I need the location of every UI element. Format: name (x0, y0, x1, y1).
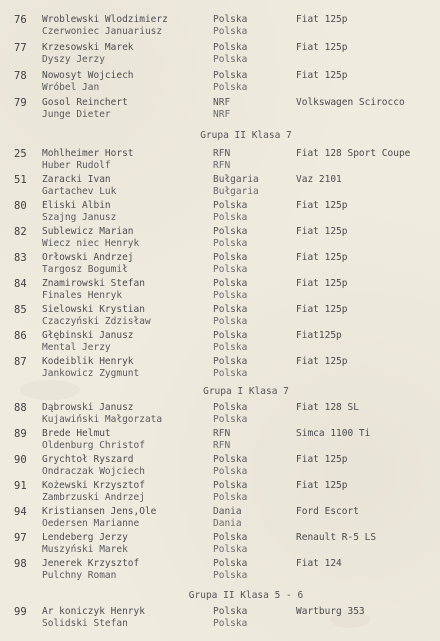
car-model: Ford Escort (296, 506, 359, 517)
driver-name: Wroblewski Wlodzimierz (42, 14, 168, 25)
co-driver-name: Oldenburg Christof (42, 440, 145, 451)
co-driver-nationality: Polska (213, 618, 248, 629)
co-driver-name: Finales Henryk (42, 290, 123, 301)
driver-name: Grychtoł Ryszard (42, 454, 134, 465)
co-driver-name: Wróbel Jan (42, 82, 100, 93)
driver-name: Głębinski Janusz (42, 330, 134, 341)
car-model: Fiat 125p (296, 226, 348, 237)
car-model: Volkswagen Scirocco (296, 97, 405, 108)
co-driver-name: Huber Rudolf (42, 160, 111, 171)
car-model: Renault R-5 LS (296, 532, 377, 543)
car-model: Fiat 125p (296, 70, 348, 81)
entry-row (0, 42, 440, 68)
co-driver-name: Muszyński Marek (42, 544, 128, 555)
entry-row (0, 14, 440, 40)
co-driver-name: Zambrzuski Andrzej (42, 492, 145, 503)
driver-nationality: Polska (213, 42, 248, 53)
entry-row (0, 148, 440, 174)
start-number: 98 (14, 558, 27, 570)
driver-name: Znamirowski Stefan (42, 278, 145, 289)
driver-nationality: Polska (213, 356, 248, 367)
co-driver-name: Jankowicz Zygmunt (42, 368, 140, 379)
driver-name: Zaracki Ivan (42, 174, 111, 185)
co-driver-nationality: Polska (213, 54, 248, 65)
start-number: 89 (14, 428, 27, 440)
entry-row (0, 480, 440, 506)
co-driver-nationality: Polska (213, 26, 248, 37)
entry-row (0, 428, 440, 454)
driver-nationality: Polska (213, 252, 248, 263)
group-heading (0, 130, 440, 142)
co-driver-name: Junge Dieter (42, 109, 111, 120)
driver-nationality: Polska (213, 226, 248, 237)
co-driver-nationality: Polska (213, 570, 248, 581)
entry-row (0, 304, 440, 330)
car-model: Fiat 125p (296, 278, 348, 289)
co-driver-name: Dyszy Jerzy (42, 54, 105, 65)
car-model: Fiat 125p (296, 480, 348, 491)
co-driver-nationality: Polska (213, 212, 248, 223)
start-number: 80 (14, 200, 27, 212)
group-heading (0, 590, 440, 602)
co-driver-nationality: Polska (213, 316, 248, 327)
driver-nationality: Polska (213, 14, 248, 25)
co-driver-nationality: Polska (213, 466, 248, 477)
co-driver-name: Targosz Bogumił (42, 264, 128, 275)
start-number: 87 (14, 356, 27, 368)
driver-nationality: Polska (213, 304, 248, 315)
start-number: 78 (14, 70, 27, 82)
car-model: Fiat 125p (296, 304, 348, 315)
entry-row (0, 174, 440, 200)
start-number: 90 (14, 454, 27, 466)
co-driver-nationality: Polska (213, 342, 248, 353)
start-number: 82 (14, 226, 27, 238)
start-number: 83 (14, 252, 27, 264)
start-number: 94 (14, 506, 27, 518)
co-driver-name: Czaczyński Zdzisław (42, 316, 151, 327)
entry-row (0, 506, 440, 532)
driver-name: Ar koniczyk Henryk (42, 606, 145, 617)
start-number: 88 (14, 402, 27, 414)
entry-row (0, 532, 440, 558)
car-model: Fiat 125p (296, 454, 348, 465)
group-heading-label: Grupa I Klasa 7 (203, 386, 289, 397)
car-model: Fiat 125p (296, 356, 348, 367)
start-number: 84 (14, 278, 27, 290)
co-driver-nationality: NRF (213, 109, 231, 120)
car-model: Vaz 2101 (296, 174, 342, 185)
driver-name: Kristiansen Jens,Ole (42, 506, 157, 517)
group-heading-label: Grupa II Klasa 5 - 6 (188, 590, 304, 601)
entry-row (0, 558, 440, 584)
driver-name: Kodeiblik Henryk (42, 356, 134, 367)
car-model: Fiat 124 (296, 558, 342, 569)
start-number: 25 (14, 148, 27, 160)
co-driver-nationality: Dania (213, 518, 242, 529)
driver-name: Sielowski Krystian (42, 304, 145, 315)
car-model: Fiat 125p (296, 252, 348, 263)
driver-nationality: NRF (213, 97, 231, 108)
driver-nationality: Polska (213, 480, 248, 491)
co-driver-nationality: Polska (213, 264, 248, 275)
entry-row (0, 200, 440, 226)
entry-row (0, 226, 440, 252)
car-model: Fiat 128 SL (296, 402, 359, 413)
co-driver-nationality: Polska (213, 414, 248, 425)
driver-nationality: RFN (213, 148, 231, 159)
co-driver-name: Mental Jerzy (42, 342, 111, 353)
entry-row (0, 606, 440, 632)
start-number: 86 (14, 330, 27, 342)
co-driver-nationality: Polska (213, 544, 248, 555)
co-driver-name: Czerwoniec Januariusz (42, 26, 163, 37)
driver-name: Gosol Reinchert (42, 97, 128, 108)
driver-nationality: Polska (213, 278, 248, 289)
entry-row (0, 278, 440, 304)
co-driver-nationality: Polska (213, 492, 248, 503)
car-model: Wartburg 353 (296, 606, 365, 617)
driver-nationality: Polska (213, 402, 248, 413)
start-number: 85 (14, 304, 27, 316)
co-driver-name: Oedersen Marianne (42, 518, 140, 529)
driver-name: Dąbrowski Janusz (42, 402, 134, 413)
entry-row (0, 356, 440, 382)
co-driver-name: Kujawiński Małgorzata (42, 414, 163, 425)
co-driver-nationality: Polska (213, 290, 248, 301)
start-number: 51 (14, 174, 27, 186)
start-number: 79 (14, 97, 27, 109)
entry-row (0, 70, 440, 96)
driver-nationality: RFN (213, 428, 231, 439)
entry-row (0, 252, 440, 278)
car-model: Simca 1100 Ti (296, 428, 371, 439)
driver-name: Krzesowski Marek (42, 42, 134, 53)
driver-name: Orłowski Andrzej (42, 252, 134, 263)
driver-name: Lendeberg Jerzy (42, 532, 128, 543)
driver-name: Nowosyt Wojciech (42, 70, 134, 81)
driver-name: Brede Helmut (42, 428, 111, 439)
driver-nationality: Bułgaria (213, 174, 259, 185)
driver-name: Eliski Albin (42, 200, 111, 211)
car-model: Fiat 125p (296, 42, 348, 53)
co-driver-nationality: Polska (213, 368, 248, 379)
entry-row (0, 454, 440, 480)
driver-nationality: Polska (213, 200, 248, 211)
co-driver-name: Wiecz niec Henryk (42, 238, 140, 249)
car-model: Fiat 128 Sport Coupe (296, 148, 411, 159)
co-driver-name: Gartachev Luk (42, 186, 117, 197)
driver-name: Sublewicz Marian (42, 226, 134, 237)
driver-nationality: Polska (213, 606, 248, 617)
car-model: Fiat125p (296, 330, 342, 341)
co-driver-nationality: Polska (213, 82, 248, 93)
co-driver-nationality: Polska (213, 238, 248, 249)
driver-nationality: Polska (213, 330, 248, 341)
co-driver-name: Szajng Janusz (42, 212, 117, 223)
car-model: Fiat 125p (296, 14, 348, 25)
co-driver-nationality: Bułgaria (213, 186, 259, 197)
co-driver-nationality: RFN (213, 160, 231, 171)
car-model: Fiat 125p (296, 200, 348, 211)
driver-nationality: Polska (213, 558, 248, 569)
start-number: 97 (14, 532, 27, 544)
start-number: 91 (14, 480, 27, 492)
driver-nationality: Polska (213, 70, 248, 81)
co-driver-name: Solidski Stefan (42, 618, 128, 629)
driver-name: Mohlheimer Horst (42, 148, 134, 159)
entry-row (0, 330, 440, 356)
driver-nationality: Dania (213, 506, 242, 517)
co-driver-name: Pulchny Roman (42, 570, 117, 581)
co-driver-name: Ondraczak Wojciech (42, 466, 145, 477)
start-number: 99 (14, 606, 27, 618)
co-driver-nationality: RFN (213, 440, 231, 451)
group-heading (0, 386, 440, 398)
driver-name: Kożewski Krzysztof (42, 480, 145, 491)
entry-row (0, 402, 440, 428)
driver-nationality: Polska (213, 532, 248, 543)
group-heading-label: Grupa II Klasa 7 (200, 130, 292, 141)
driver-name: Jenerek Krzysztof (42, 558, 140, 569)
entry-row (0, 97, 440, 123)
start-number: 77 (14, 42, 27, 54)
start-number: 76 (14, 14, 27, 26)
driver-nationality: Polska (213, 454, 248, 465)
